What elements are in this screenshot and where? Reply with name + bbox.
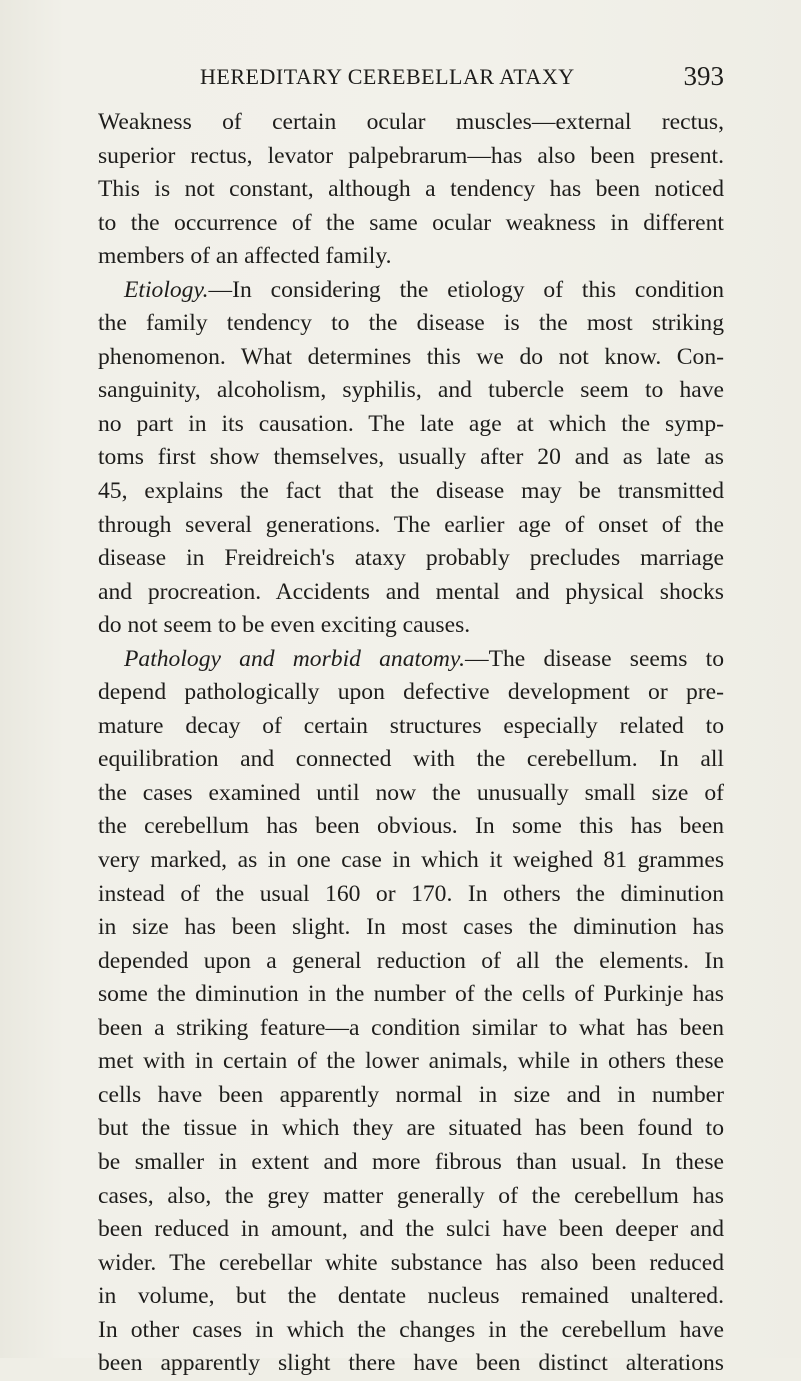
text-line: disease in Freidreich's ataxy probably precludes marriage	[98, 545, 724, 572]
text-line: no part in its causation. The late age at which the symp-	[98, 410, 724, 437]
text-line: and procreation. Accidents and mental and physical shocks	[98, 578, 724, 605]
text-run: —In considering the etiology of this condition	[208, 276, 724, 303]
text-line: but the tissue in which they are situated has been found to	[98, 1115, 724, 1142]
text-line: In other cases in which the changes in the cerebellum have	[98, 1316, 724, 1343]
text-line: do not seem to be even exciting causes.	[98, 612, 471, 639]
text-run: —The disease seems to	[464, 645, 724, 672]
text-line: be smaller in extent and more fibrous than usual. In these	[98, 1148, 724, 1175]
text-line: depended upon a general reduction of all the elements. In	[98, 947, 724, 974]
text-line: depend pathologically upon defective development or pre-	[98, 679, 724, 706]
running-title: HEREDITARY CEREBELLAR ATAXY	[200, 64, 575, 89]
text-line: the family tendency to the disease is the most striking	[98, 310, 724, 337]
text-line: met with in certain of the lower animals, while in others these	[98, 1048, 724, 1075]
text-line: This is not constant, although a tendency has been noticed	[98, 176, 724, 203]
text-line: mature decay of certain structures especially related to	[98, 712, 724, 739]
body-text	[98, 106, 724, 1381]
text-line: 45, explains the fact that the disease may be transmitted	[98, 478, 724, 505]
text-line: equilibration and connected with the cerebellum. In all	[98, 746, 724, 773]
paragraph-first-line	[98, 643, 724, 677]
text-line: very marked, as in one case in which it weighed 81 grammes	[98, 847, 724, 874]
text-line: toms first show themselves, usually after 20 and as late as	[98, 444, 724, 471]
text-line: through several generations. The earlier age of onset of the	[98, 511, 724, 538]
text-line: cases, also, the grey matter generally of the cerebellum has	[98, 1182, 724, 1209]
text-line: cells have been apparently normal in size and in number	[98, 1081, 724, 1108]
text-line: in volume, but the dentate nucleus remained unaltered.	[98, 1283, 724, 1310]
text-line: the cerebellum has been obvious. In some this has been	[98, 813, 724, 840]
text-line: phenomenon. What determines this we do not know. Con-	[98, 343, 724, 370]
text-line: sanguinity, alcoholism, syphilis, and tubercle seem to have	[98, 377, 724, 404]
text-line: to the occurrence of the same ocular weakness in different	[98, 209, 724, 236]
paragraph-first-line	[98, 274, 724, 308]
text-line: the cases examined until now the unusually small size of	[98, 779, 724, 806]
text-line: some the diminution in the number of the cells of Purkinje has	[98, 981, 724, 1008]
section-heading-etiology: Etiology.	[124, 276, 209, 303]
text-line: superior rectus, levator palpebrarum—has also been present.	[98, 142, 724, 169]
section-heading-pathology: Pathology and morbid anatomy.	[124, 645, 465, 672]
text-line: been apparently slight there have been distinct alterations	[98, 1350, 724, 1377]
page-number: 393	[683, 61, 724, 91]
text-line: been reduced in amount, and the sulci have been deeper and	[98, 1216, 724, 1243]
text-line: in size has been slight. In most cases the diminution has	[98, 914, 724, 941]
page-header	[98, 61, 724, 98]
text-line: been a striking feature—a condition similar to what has been	[98, 1014, 724, 1041]
text-line: Weakness of certain ocular muscles—external rectus,	[98, 109, 724, 135]
text-line: instead of the usual 160 or 170. In others the diminution	[98, 880, 724, 907]
text-line: wider. The cerebellar white substance has also been reduced	[98, 1249, 724, 1276]
text-line: members of an affected family.	[98, 243, 392, 270]
